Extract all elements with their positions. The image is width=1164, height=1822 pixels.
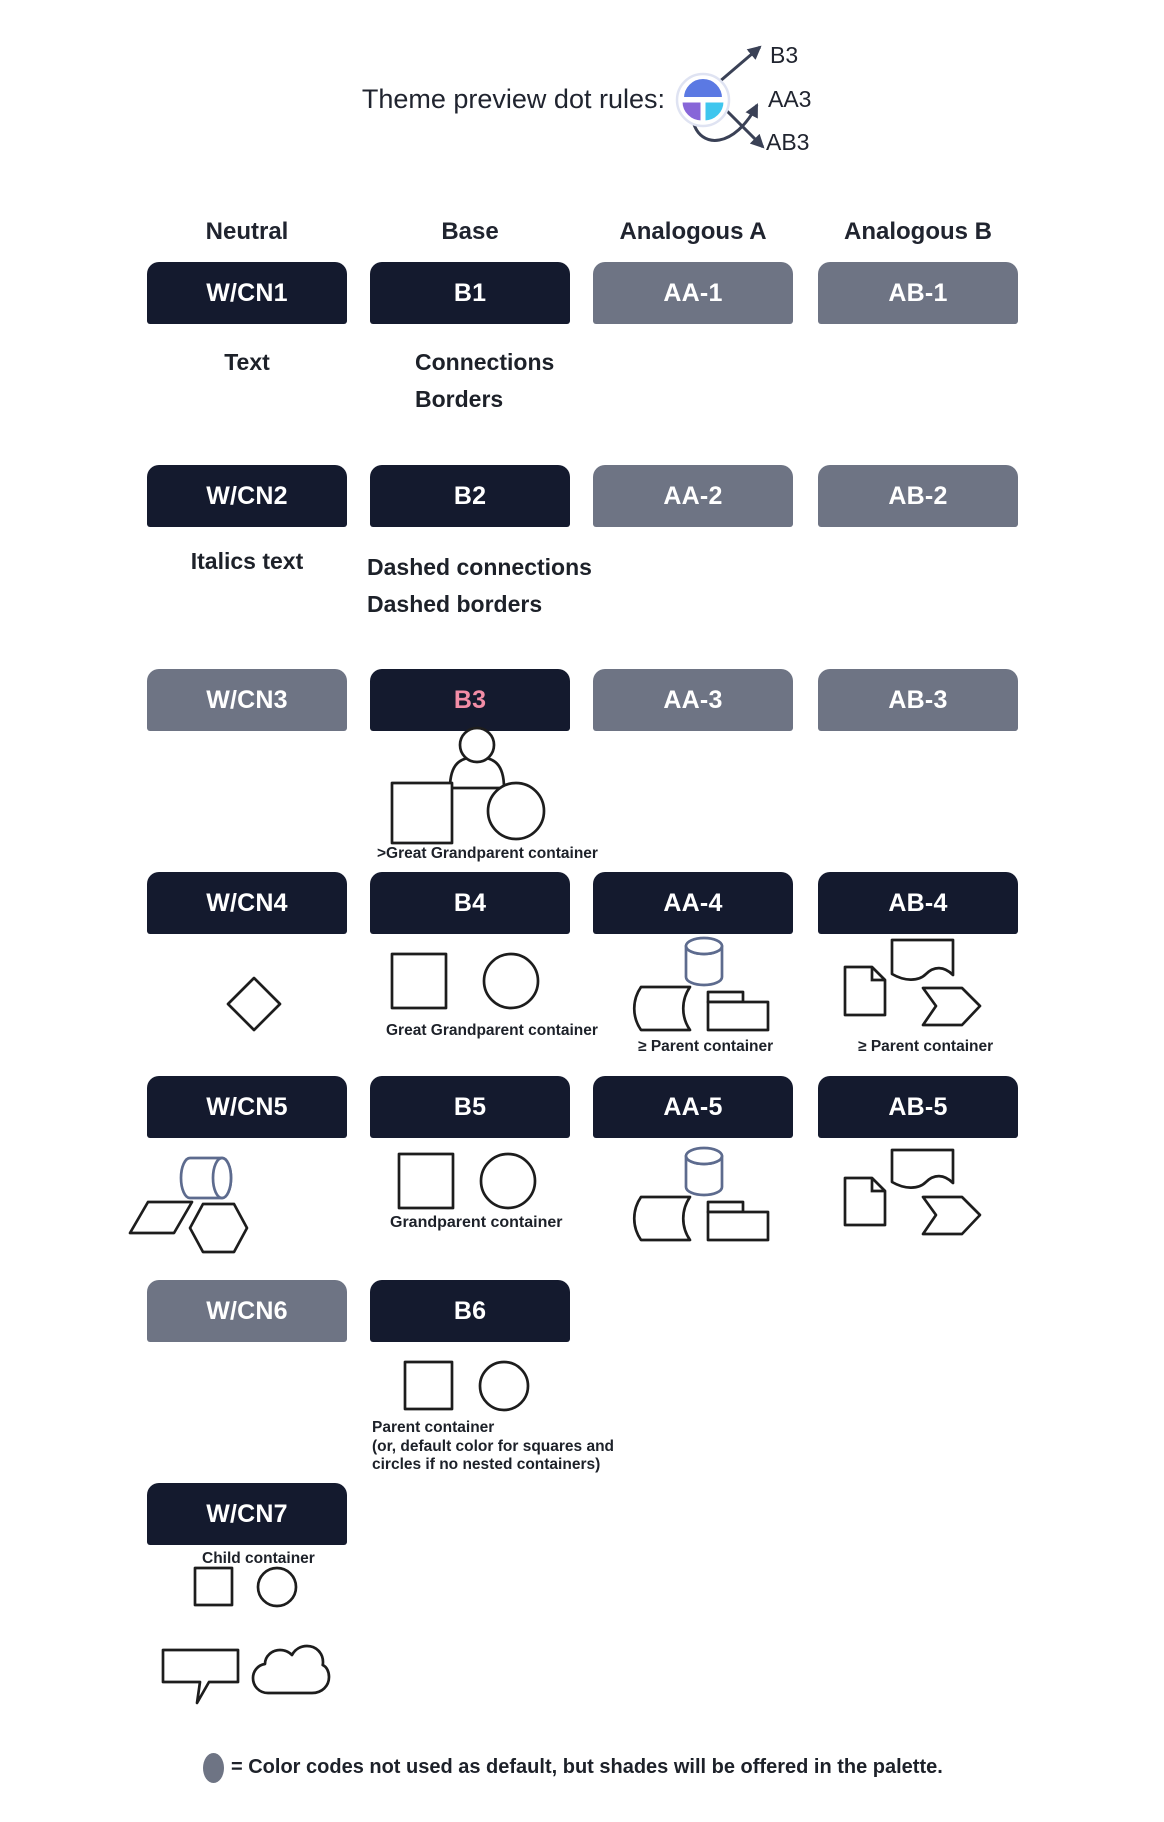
swatch-aa4: AA-4 [593, 872, 793, 934]
theme-preview-dot-diagram [630, 18, 880, 168]
wcn7-shapes-2 [157, 1640, 337, 1710]
swatch-b6: B6 [370, 1280, 570, 1342]
circle-shape-icon [484, 954, 538, 1008]
square-shape-icon [399, 1154, 453, 1208]
theme-dot-icon [677, 74, 729, 126]
swatch-b3-label: B3 [453, 685, 487, 714]
circle-shape-icon [480, 1362, 528, 1410]
caption-great-grandparent-gt: >Great Grandparent container [377, 845, 598, 862]
swatch-aa3: AA-3 [593, 669, 793, 731]
wcn5-shapes [125, 1150, 260, 1260]
column-header-analogous-a: Analogous A [619, 218, 767, 245]
swatch-b4: B4 [370, 872, 570, 934]
caption-borders: Borders [415, 386, 504, 412]
legend-dot-icon [203, 1753, 224, 1783]
hexagon-icon [190, 1204, 247, 1252]
document-icon [845, 1178, 885, 1225]
caption-dashed [367, 549, 592, 623]
chevron-shape-icon [923, 988, 980, 1025]
caption-dashed-connections: Dashed connections [367, 554, 592, 580]
cylinder-top-icon [686, 938, 722, 954]
column-header-base: Base [441, 218, 499, 245]
folder-tab-icon [708, 992, 743, 1002]
aa4-shapes [625, 930, 775, 1040]
chevron-shape-icon [923, 1197, 980, 1234]
horizontal-cylinder-rim-icon [213, 1158, 231, 1198]
aa5-shapes [625, 1140, 775, 1250]
dot-rule-label-aa3: AA3 [768, 86, 812, 112]
wavy-document-icon [892, 940, 953, 980]
caption-italics-text: Italics text [190, 548, 304, 574]
column-header-neutral: Neutral [205, 218, 289, 245]
speech-bubble-icon [163, 1650, 238, 1703]
square-shape-icon [392, 783, 452, 843]
caption-parent-ge-ab4: ≥ Parent container [858, 1038, 994, 1055]
swatch-wcn5: W/CN5 [147, 1076, 347, 1138]
swatch-ab1: AB-1 [818, 262, 1018, 324]
caption-parent: Parent container [372, 1419, 495, 1436]
page-title: Theme preview dot rules: [361, 84, 665, 114]
stored-data-icon [634, 1197, 690, 1240]
caption-parent-ge-aa4: ≥ Parent container [638, 1038, 774, 1055]
dot-rule-label-ab3: AB3 [766, 129, 810, 155]
person-head-icon [460, 728, 494, 762]
circle-shape-icon [488, 783, 544, 839]
caption-connections-borders [415, 344, 554, 418]
caption-connections: Connections [415, 349, 555, 375]
square-shape-icon [195, 1568, 232, 1605]
swatch-ab3: AB-3 [818, 669, 1018, 731]
ab4-shapes [840, 935, 990, 1035]
swatch-wcn7: W/CN7 [147, 1483, 347, 1545]
folder-icon [708, 1212, 768, 1240]
swatch-b3 [370, 669, 570, 731]
caption-child: Child container [202, 1550, 315, 1567]
folder-tab-icon [708, 1202, 743, 1212]
swatch-wcn6: W/CN6 [147, 1280, 347, 1342]
dot-rule-label-b3: B3 [770, 42, 799, 68]
wcn7-shapes [189, 1562, 309, 1612]
caption-dashed-borders: Dashed borders [367, 591, 543, 617]
cylinder-top-icon [686, 1148, 722, 1164]
swatch-wcn3: W/CN3 [147, 669, 347, 731]
swatch-b1: B1 [370, 262, 570, 324]
swatch-b2: B2 [370, 465, 570, 527]
square-shape-icon [392, 954, 446, 1008]
caption-grandparent: Grandparent container [390, 1214, 563, 1231]
swatch-ab5: AB-5 [818, 1076, 1018, 1138]
swatch-wcn1: W/CN1 [147, 262, 347, 324]
wavy-document-icon [892, 1150, 953, 1188]
ab5-shapes [840, 1145, 990, 1245]
swatch-ab4: AB-4 [818, 872, 1018, 934]
parallelogram-icon [130, 1202, 192, 1233]
column-header-analogous-b: Analogous B [844, 218, 992, 245]
b6-shapes [399, 1356, 539, 1414]
legend-text: = Color codes not used as default, but shades will be offered in the palette. [231, 1756, 943, 1778]
caption-great-grandparent: Great Grandparent container [386, 1022, 598, 1039]
circle-shape-icon [481, 1154, 535, 1208]
swatch-wcn4: W/CN4 [147, 872, 347, 934]
square-shape-icon [405, 1362, 452, 1409]
swatch-aa1: AA-1 [593, 262, 793, 324]
folder-icon [708, 1002, 768, 1030]
caption-parent-block [372, 1419, 614, 1475]
circle-shape-icon [258, 1568, 296, 1606]
swatch-aa2: AA-2 [593, 465, 793, 527]
document-icon [845, 967, 885, 1015]
wcn4-shapes [222, 972, 286, 1036]
cloud-icon [253, 1646, 329, 1693]
swatch-wcn2: W/CN2 [147, 465, 347, 527]
stored-data-icon [634, 987, 690, 1030]
swatch-aa5: AA-5 [593, 1076, 793, 1138]
b4-shapes [386, 948, 556, 1014]
swatch-ab2: AB-2 [818, 465, 1018, 527]
caption-parent-note-2: circles if no nested containers) [372, 1456, 601, 1473]
caption-text: Text [224, 349, 270, 375]
swatch-b5: B5 [370, 1076, 570, 1138]
b5-shapes [393, 1148, 563, 1214]
diamond-shape-icon [228, 978, 280, 1030]
caption-parent-note-1: (or, default color for squares and [372, 1437, 615, 1455]
